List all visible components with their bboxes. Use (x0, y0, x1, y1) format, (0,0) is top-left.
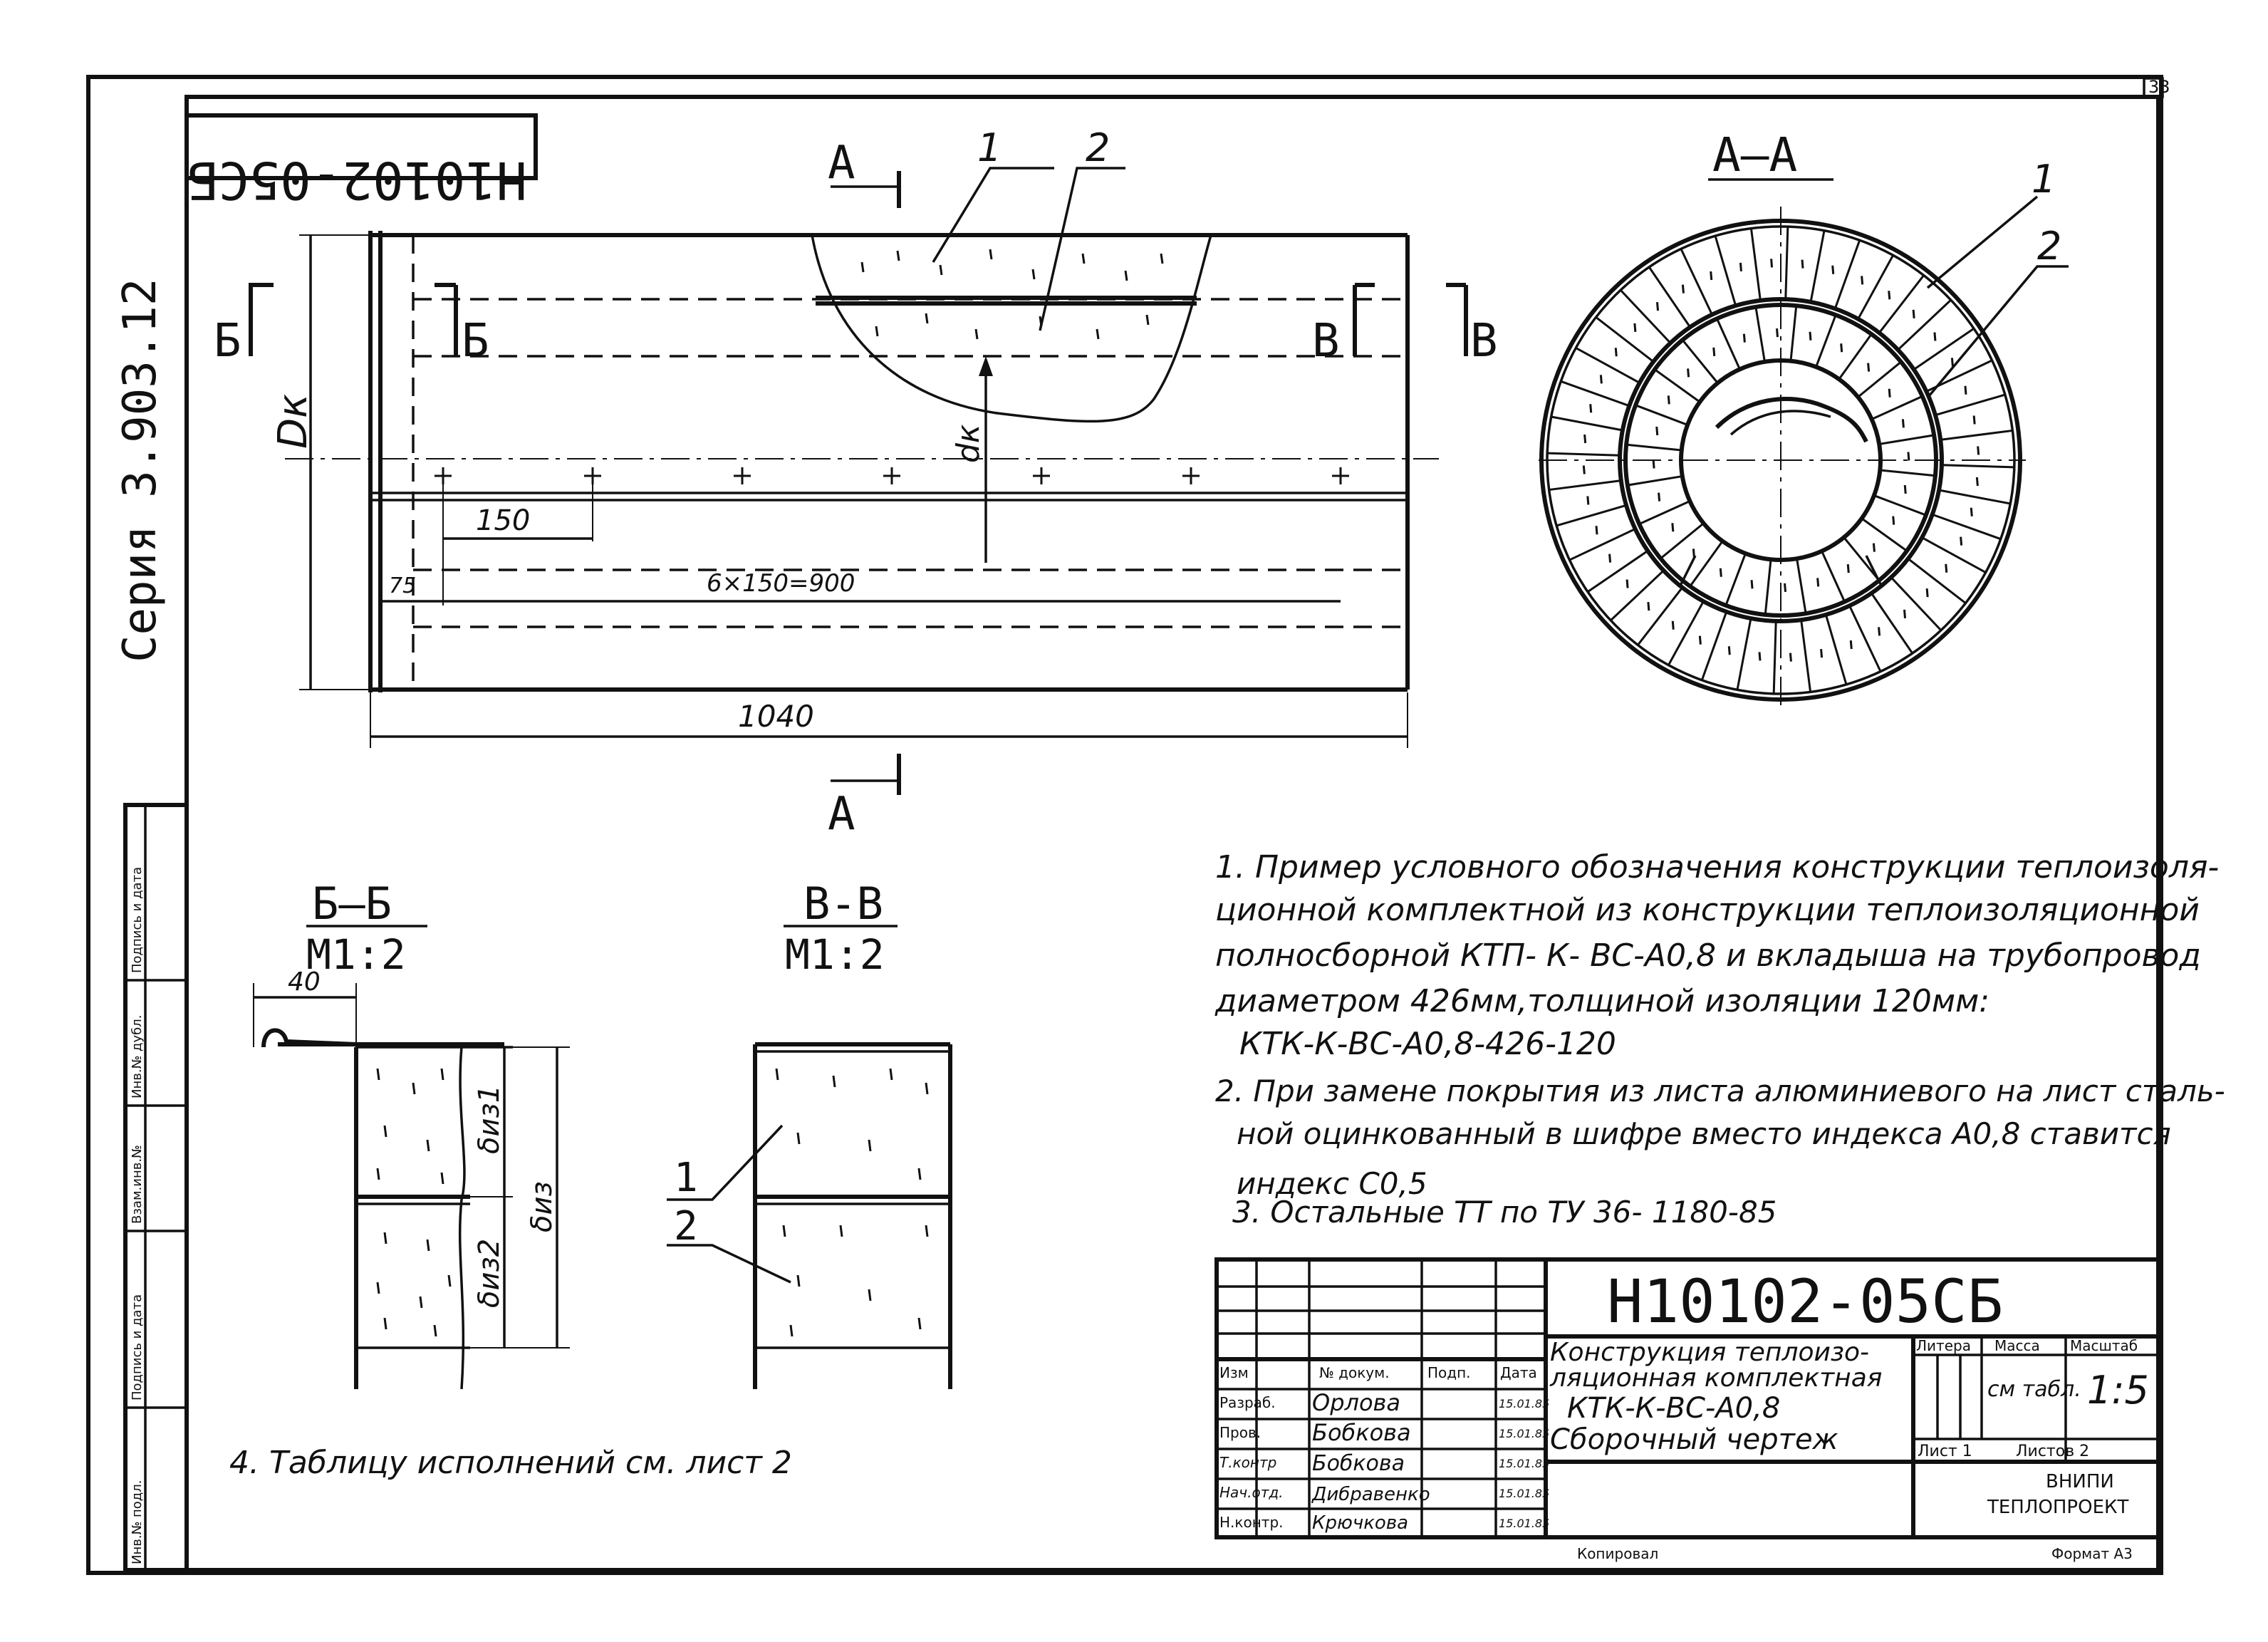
hatch-mark (1790, 653, 1791, 662)
segment-line (1649, 267, 1690, 327)
segment-line (1660, 524, 1703, 558)
segment-line (1611, 571, 1663, 620)
tb-role-4: Нач.отд. (1219, 1484, 1284, 1501)
segment-line (1822, 551, 1845, 602)
segment-line (1826, 615, 1846, 685)
stamp-cell-5: Инв.№ подл. (130, 1480, 145, 1564)
segment-line (1765, 559, 1771, 615)
note1-line2: ционной комплектной из конструкции теплоизоляционной (1215, 892, 2200, 928)
segment-line (1576, 348, 1639, 383)
tb-sheets: Листов 2 (2016, 1443, 2090, 1460)
tb-mass-value: см табл. (1987, 1377, 2081, 1402)
stamp-cell-3: Взам.инв.№ (130, 1145, 145, 1224)
segment-line (1639, 502, 1690, 524)
hatch-mark (1648, 602, 1649, 610)
cut-a-bottom: А (828, 788, 855, 841)
segment-line (1839, 334, 1872, 379)
bb-dim-40: 40 (288, 967, 321, 997)
tb-litera-label: Литера (1916, 1337, 1971, 1354)
hatch-mark (1659, 493, 1660, 502)
hatch-mark (1961, 537, 1962, 546)
hatch-mark (1873, 544, 1874, 552)
bb-label-layer1: δиз1 (473, 1084, 506, 1154)
segment-line (1871, 593, 1912, 653)
tb-org-1: ВНИПИ (2046, 1471, 2114, 1492)
hatch-mark (1889, 389, 1890, 397)
hatch-mark (1965, 386, 1966, 395)
segment-line (1638, 588, 1682, 645)
segment-line (1935, 395, 2005, 415)
hatch-mark (1653, 460, 1654, 469)
hatch-mark (1818, 578, 1819, 586)
segment-line (1626, 445, 1682, 450)
hatch-mark (1927, 588, 1928, 597)
tb-name-1: Орлова (1312, 1389, 1400, 1416)
hatch-mark (1893, 516, 1894, 525)
segment-line (1858, 255, 1893, 318)
hatch-mark (1810, 332, 1811, 341)
tb-role-3: Т.контр (1219, 1454, 1277, 1471)
tb-scale-value: 1:5 (2087, 1368, 2149, 1413)
hatch-mark (1908, 452, 1909, 460)
segment-line (1596, 317, 1654, 361)
segment-line (1702, 612, 1726, 680)
segment-line (1879, 435, 1934, 445)
tb-format: Формат А3 (2051, 1545, 2133, 1562)
cut-b-right: Б (462, 315, 489, 368)
segment-line (1811, 231, 1824, 302)
segment-line (1621, 290, 1670, 343)
tb-date-3: 15.01.85 (1499, 1457, 1550, 1470)
series-label: Серия 3.903.12 (114, 278, 167, 662)
tb-title-2: ляционная комплектная (1550, 1363, 1883, 1393)
bb-label-total: δиз (526, 1181, 558, 1232)
segment-line (1942, 465, 2014, 467)
dim-length: 1040 (738, 699, 814, 734)
segment-line (1569, 529, 1635, 561)
stamp-cell-4: Подпись и дата (130, 1294, 145, 1401)
tb-title-3: КТК-К-ВС-А0,8 (1567, 1392, 1781, 1425)
label-inner-diameter: dк (950, 424, 987, 463)
section-vv-scale: М1:2 (785, 930, 885, 979)
tb-code: Н10102-05СБ (1607, 1267, 2004, 1336)
hatch-mark (1596, 526, 1597, 534)
hatch-mark (1862, 276, 1863, 284)
segment-line (1756, 307, 1765, 362)
segment-line (1588, 551, 1648, 591)
vv-label-pos2: 2 (674, 1203, 698, 1249)
cut-v-right: В (1470, 315, 1498, 368)
tb-h-izm: Изм (1219, 1364, 1249, 1381)
segment-line (1774, 621, 1776, 694)
segment-line (1717, 318, 1739, 369)
tb-mass-label: Масса (1994, 1337, 2040, 1354)
section-bb-scale: М1:2 (306, 930, 406, 979)
tb-role-1: Разраб. (1219, 1394, 1276, 1411)
segment-line (1655, 370, 1700, 402)
section-bb-title: Б–Б (312, 878, 392, 930)
segment-line (1635, 405, 1687, 425)
hatch-mark (1740, 263, 1741, 271)
note2-line3: индекс С0,5 (1237, 1166, 1427, 1201)
aa-label-pos2: 2 (2037, 224, 2062, 269)
note1-line1: 1. Пример условного обозначения конструкции теплоизоля- (1215, 849, 2220, 885)
segment-line (1874, 496, 1926, 516)
tb-copied: Копировал (1577, 1545, 1659, 1562)
notes (229, 849, 2225, 1481)
dim-edge: 75 (389, 573, 417, 598)
tb-date-4: 15.01.85 (1499, 1487, 1550, 1500)
hatch-mark (1585, 435, 1586, 443)
segment-line (1549, 481, 1621, 490)
segment-line (1880, 470, 1935, 476)
segment-line (1940, 430, 2012, 440)
hatch-mark (1974, 415, 1975, 424)
main-label-pos2: 2 (1086, 125, 1110, 170)
tb-h-date: Дата (1500, 1364, 1537, 1381)
segment-line (1551, 417, 1623, 430)
hatch-mark (1879, 627, 1880, 635)
section-aa-title: А–А (1712, 128, 1798, 182)
segment-line (1801, 620, 1811, 692)
insulation-hatch-main (862, 249, 1162, 339)
hatch-mark (1720, 568, 1721, 577)
note2-line1: 2. При замене покрытия из листа алюминиевого на лист сталь- (1215, 1074, 2225, 1108)
hatch-mark (1841, 343, 1842, 352)
segment-line (1715, 236, 1736, 306)
cut-b-left: Б (214, 315, 241, 368)
segment-line (1786, 227, 1788, 299)
hatch-mark (1802, 260, 1803, 269)
note3: 3. Остальные ТТ по ТУ 36- 1180-85 (1232, 1195, 1777, 1230)
hatch-mark (1668, 395, 1669, 404)
tb-date-5: 15.01.85 (1499, 1517, 1550, 1530)
segment-line (1914, 328, 1974, 369)
tb-roles (1219, 1389, 1549, 1534)
segment-line (1628, 477, 1682, 486)
tb-title-1: Конструкция теплоизо- (1550, 1338, 1870, 1367)
segment-line (1898, 300, 1951, 350)
hatch-mark (1711, 271, 1712, 280)
hatch-mark (1946, 564, 1947, 573)
segment-line (1939, 490, 2010, 504)
hatch-mark (1657, 427, 1658, 435)
hatch-mark (1682, 285, 1683, 293)
tb-sheet: Лист 1 (1918, 1443, 1972, 1460)
tb-name-5: Крючкова (1312, 1512, 1409, 1534)
segment-line (1561, 381, 1629, 405)
segment-line (1816, 315, 1836, 367)
segment-line (1922, 538, 1985, 573)
bb-hatch (378, 1069, 450, 1336)
hatch-mark (1978, 447, 1979, 455)
segment-line (1850, 606, 1881, 671)
hatch-mark (1714, 348, 1715, 356)
segment-line (1547, 453, 1620, 455)
segment-line (1891, 578, 1941, 630)
segment-line (1668, 601, 1703, 665)
cut-a-top: А (828, 137, 855, 189)
bb-label-layer2: δиз2 (473, 1238, 506, 1308)
segment-line (1737, 618, 1751, 690)
vv-label-pos1: 1 (674, 1155, 698, 1201)
hatch-mark (1627, 579, 1628, 588)
segment-line (1872, 396, 1923, 419)
note1-line4: диаметром 426мм,толщиной изоляции 120мм: (1215, 983, 1990, 1019)
segment-line (1835, 240, 1859, 308)
note1-line5: КТК-К-ВС-А0,8-426-120 (1239, 1026, 1616, 1062)
note4: 4. Таблицу исполнений см. лист 2 (229, 1445, 792, 1481)
note2-line2: ной оцинкованный в шифре вместо индекса А0,8 ставится (1237, 1116, 2171, 1151)
tb-name-3: Бобкова (1312, 1451, 1405, 1476)
title-block (1217, 1259, 2158, 1562)
hatch-mark (1821, 649, 1822, 658)
main-label-pos1: 1 (977, 125, 1002, 170)
segment-line (1933, 514, 2001, 539)
aa-label-pos1: 1 (2032, 157, 2056, 202)
section-vv (667, 878, 950, 1389)
sheet-number: 33 (2148, 77, 2170, 97)
tb-org-2: ТЕПЛОПРОЕКТ (1987, 1497, 2129, 1518)
hatch-mark (1889, 291, 1890, 299)
hatch-mark (1688, 368, 1689, 377)
segment-line (1690, 541, 1723, 586)
segment-line (1751, 229, 1760, 301)
main-view (214, 125, 1498, 841)
segment-line (1862, 519, 1907, 551)
hatch-mark (1610, 554, 1611, 563)
tb-scale-label: Масштаб (2070, 1337, 2138, 1354)
segment-line (1726, 554, 1746, 606)
segment-line (1681, 249, 1712, 314)
tb-h-sign: Подп. (1427, 1364, 1471, 1381)
tb-name-2: Бобкова (1312, 1419, 1411, 1446)
hatch-mark (1785, 583, 1786, 592)
segment-line (1797, 558, 1806, 613)
vv-hatch (776, 1069, 927, 1336)
segment-line (1908, 558, 1966, 603)
drawing-code-box (187, 115, 536, 210)
hatch-mark (1759, 652, 1760, 660)
tb-role-5: Н.контр. (1219, 1514, 1284, 1531)
label-outer-diameter: Dк (270, 394, 316, 449)
section-vv-title: В-В (803, 878, 883, 930)
tb-h-doc: № докум. (1319, 1364, 1390, 1381)
stamp-cell-2: Инв.№ дубл. (130, 1014, 145, 1098)
segment-line (1879, 276, 1923, 333)
section-aa (1539, 128, 2069, 712)
hatch-mark (1583, 465, 1584, 474)
dim-pitch: 6×150=900 (707, 569, 855, 598)
tb-date-1: 15.01.85 (1499, 1397, 1550, 1410)
note1-line3: полносборной КТП- К- ВС-А0,8 и вкладыша на трубопровод (1215, 937, 2201, 974)
hatch-mark (1904, 610, 1905, 618)
tb-name-4: Дибравенко (1312, 1484, 1430, 1505)
fastener-marks (435, 467, 1349, 484)
drawing-code-mirrored: Н10102-05СБ (187, 150, 527, 210)
side-stamp (125, 805, 187, 1570)
tb-role-2: Пров. (1219, 1424, 1262, 1441)
tb-title-4: Сборочный чертеж (1550, 1423, 1838, 1456)
hatch-mark (1913, 310, 1914, 318)
cut-v-left: В (1312, 315, 1340, 368)
section-bb (254, 878, 570, 1389)
segment-line (1556, 505, 1626, 526)
hatch-mark (1868, 363, 1869, 372)
segment-line (1858, 362, 1900, 397)
dim-step: 150 (476, 504, 531, 537)
hatch-mark (1971, 508, 1972, 516)
stamp-cell-1: Подпись и дата (130, 866, 145, 973)
segment-line (1791, 306, 1796, 361)
tb-date-2: 15.01.85 (1499, 1427, 1550, 1440)
